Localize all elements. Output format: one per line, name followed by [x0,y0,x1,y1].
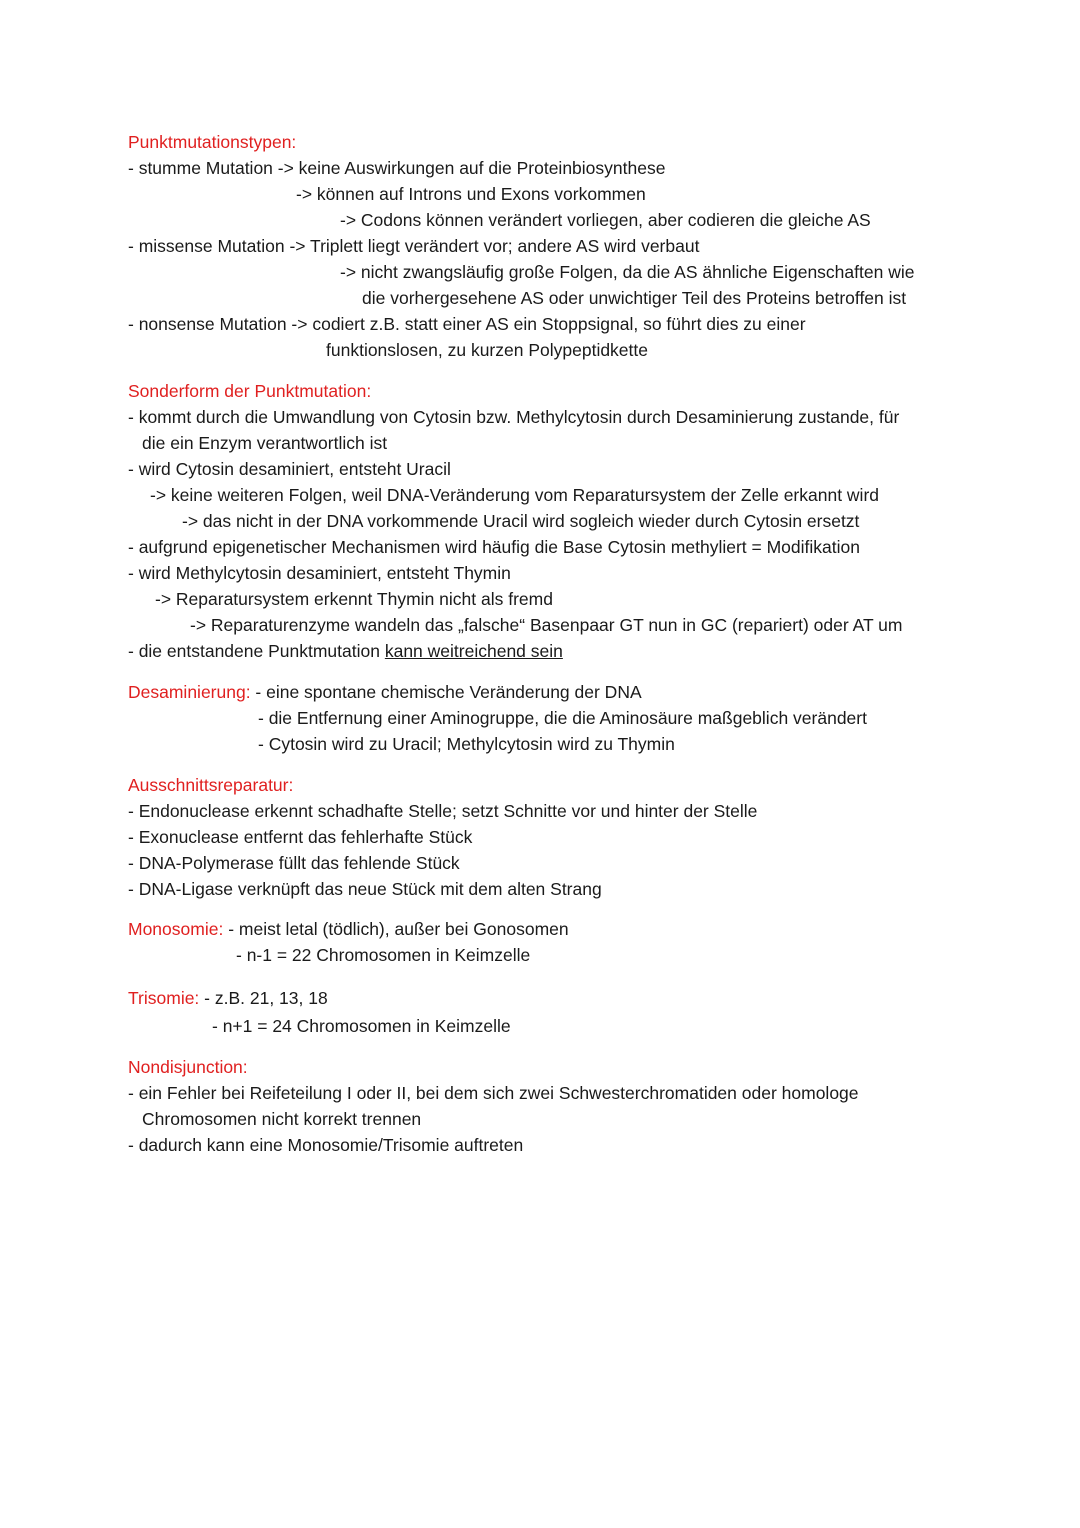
text-line: -> das nicht in der DNA vorkommende Uracil wird sogleich wieder durch Cytosin ersetzt [182,511,860,531]
text-line [128,987,328,1009]
section-heading-desaminierung: Desaminierung: [128,682,251,702]
text-line: - DNA-Polymerase füllt das fehlende Stück [128,853,460,873]
section-heading-trisomie: Trisomie: [128,988,200,1008]
section-heading-punktmutationstypen: Punktmutationstypen: [128,132,297,152]
text-segment: - meist letal (tödlich), außer bei Gonosomen [223,919,569,939]
text-line: Chromosomen nicht korrekt trennen [142,1109,422,1129]
section-heading-nondisjunction: Nondisjunction: [128,1057,248,1077]
text-line [128,640,563,662]
text-line: -> Reparatursystem erkennt Thymin nicht als fremd [155,589,553,609]
underlined-text: kann weitreichend sein [384,641,563,661]
text-line: - wird Cytosin desaminiert, entsteht Uracil [128,459,451,479]
text-line: die vorhergesehene AS oder unwichtiger Teil des Proteins betroffen ist [362,288,907,308]
text-line: - missense Mutation -> Triplett liegt verändert vor; andere AS wird verbaut [128,236,700,256]
text-line [128,918,569,940]
text-line: - stumme Mutation -> keine Auswirkungen auf die Proteinbiosynthese [128,158,666,178]
text-line: -> nicht zwangsläufig große Folgen, da die AS ähnliche Eigenschaften wie [340,262,915,282]
section-heading-sonderform: Sonderform der Punktmutation: [128,381,372,401]
text-line: - Cytosin wird zu Uracil; Methylcytosin wird zu Thymin [258,734,675,754]
text-line: - wird Methylcytosin desaminiert, entsteht Thymin [128,563,511,583]
text-line: -> keine weiteren Folgen, weil DNA-Veränderung vom Reparatursystem der Zelle erkannt wird [150,485,880,505]
text-line: - nonsense Mutation -> codiert z.B. statt einer AS ein Stoppsignal, so führt dies zu einer [128,314,806,334]
text-line: die ein Enzym verantwortlich ist [142,433,388,453]
section-heading-ausschnittsreparatur: Ausschnittsreparatur: [128,775,294,795]
text-line: - n-1 = 22 Chromosomen in Keimzelle [236,945,531,965]
text-line: -> Reparaturenzyme wandeln das „falsche“ Basenpaar GT nun in GC (repariert) oder AT um [190,615,903,635]
text-line: - kommt durch die Umwandlung von Cytosin bzw. Methylcytosin durch Desaminierung zustande, für [128,407,900,427]
text-line: - aufgrund epigenetischer Mechanismen wird häufig die Base Cytosin methyliert = Modifikation [128,537,860,557]
text-line: - DNA-Ligase verknüpft das neue Stück mit dem alten Strang [128,879,602,899]
text-line: - n+1 = 24 Chromosomen in Keimzelle [212,1016,511,1036]
text-segment: - eine spontane chemische Veränderung der DNA [250,682,642,702]
text-segment: - z.B. 21, 13, 18 [199,988,328,1008]
text-line: - ein Fehler bei Reifeteilung I oder II, bei dem sich zwei Schwesterchromatiden oder homologe [128,1083,859,1103]
text-line: - Exonuclease entfernt das fehlerhafte Stück [128,827,473,847]
text-segment: - die entstandene Punktmutation [128,641,385,661]
text-line: - dadurch kann eine Monosomie/Trisomie auftreten [128,1135,524,1155]
text-line: funktionslosen, zu kurzen Polypeptidkette [326,340,648,360]
section-heading-monosomie: Monosomie: [128,919,224,939]
text-line: -> können auf Introns und Exons vorkommen [296,184,646,204]
text-line: -> Codons können verändert vorliegen, aber codieren die gleiche AS [340,210,871,230]
text-line [128,681,642,703]
text-line: - Endonuclease erkennt schadhafte Stelle; setzt Schnitte vor und hinter der Stelle [128,801,758,821]
text-line: - die Entfernung einer Aminogruppe, die die Aminosäure maßgeblich verändert [258,708,867,728]
